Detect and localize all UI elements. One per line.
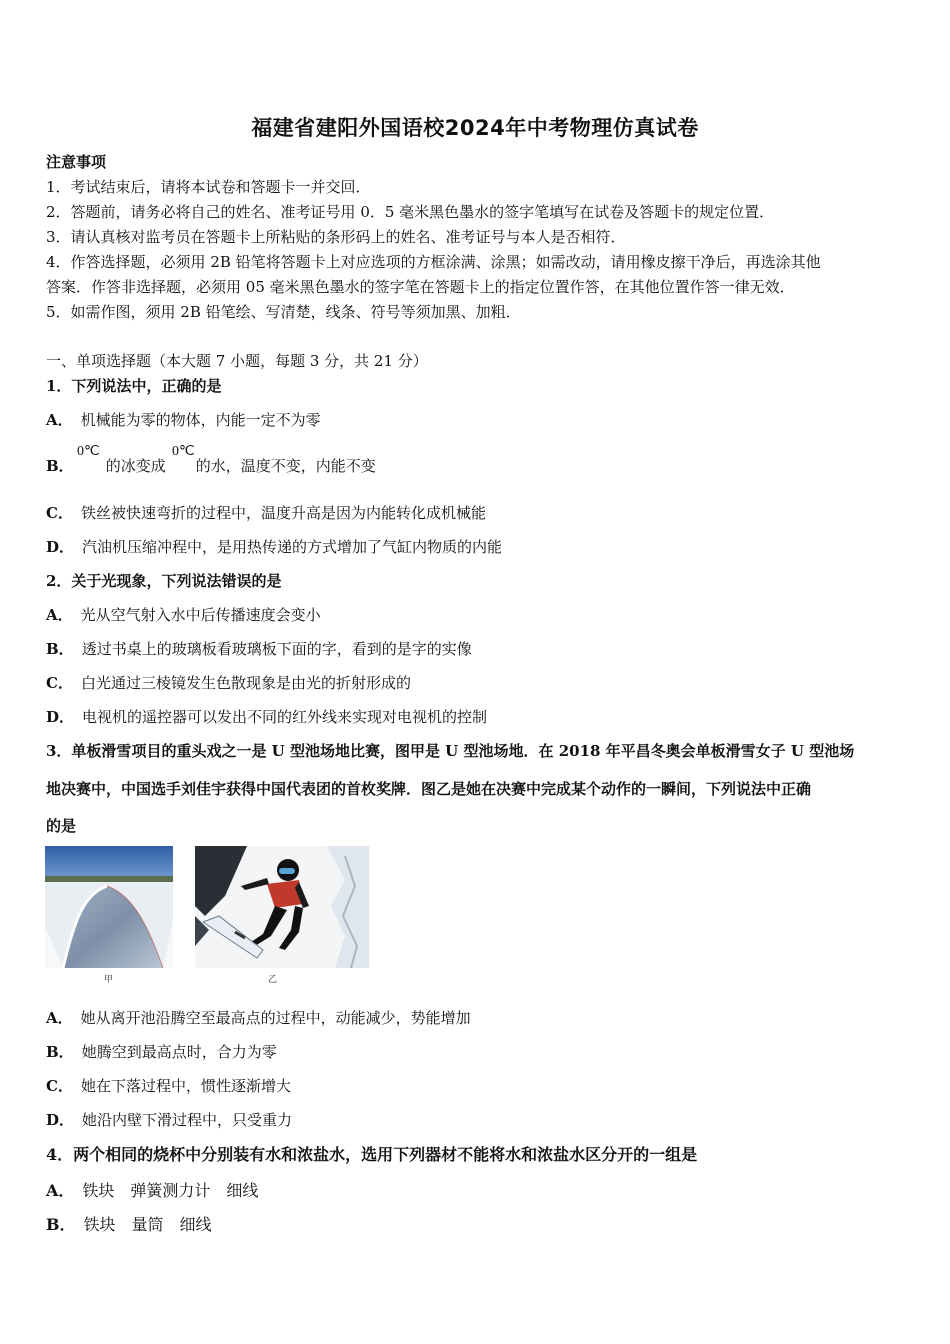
q1-option-a: A． 机械能为零的物体，内能一定不为零 [46, 411, 321, 429]
q4-option-a: A． 铁块 弹簧测力计 细线 [46, 1181, 259, 1200]
q1-stem: 1．下列说法中，正确的是 [46, 377, 222, 395]
q2-option-d: D． 电视机的遥控器可以发出不同的红外线来实现对电视机的控制 [46, 708, 488, 726]
notice-heading: 注意事项 [46, 153, 107, 171]
q3-option-a: A． 她从离开池沿腾空至最高点的过程中，动能减少，势能增加 [46, 1009, 471, 1027]
notice-item-1: 1．考试结束后，请将本试卷和答题卡一并交回． [46, 178, 371, 196]
q1-b-temp-2: 0℃ [172, 444, 195, 459]
q1-option-b: B． 的冰变成 的水，温度不变，内能不变 [46, 457, 376, 475]
q3-stem-line-2: 地决赛中，中国选手刘佳宇获得中国代表团的首枚奖牌．图乙是她在决赛中完成某个动作的一瞬间，下列说法中正确 [46, 780, 812, 798]
q3-option-b: B． 她腾空到最高点时，合力为零 [46, 1043, 277, 1061]
figure-caption-yi: 乙 [268, 975, 278, 985]
notice-item-4-cont: 答案．作答非选择题，必须用 05 毫米黑色墨水的签字笔在答题卡上的指定位置作答，在其他位置作答一律无效． [46, 278, 795, 296]
notice-item-2: 2．答题前，请务必将自己的姓名、准考证号用 0．5 毫米黑色墨水的签字笔填写在试卷及答题卡的规定位置． [46, 203, 775, 221]
q3-option-c: C． 她在下落过程中，惯性逐渐增大 [46, 1077, 291, 1095]
snowboarder-figure [195, 846, 369, 968]
q1-option-d: D． 汽油机压缩冲程中，是用热传递的方式增加了气缸内物质的内能 [46, 538, 503, 556]
q2-option-b: B． 透过书桌上的玻璃板看玻璃板下面的字，看到的是字的实像 [46, 640, 472, 658]
q4-option-b: B． 铁块 量筒 细线 [46, 1215, 212, 1234]
q2-option-a: A． 光从空气射入水中后传播速度会变小 [46, 606, 321, 624]
q1-option-c: C． 铁丝被快速弯折的过程中，温度升高是因为内能转化成机械能 [46, 504, 486, 522]
notice-item-4: 4．作答选择题，必须用 2B 铅笔将答题卡上对应选项的方框涂满、涂黑；如需改动，请用橡皮擦干净后，再选涂其他 [46, 253, 821, 271]
notice-item-5: 5．如需作图，须用 2B 铅笔绘、写清楚，线条、符号等须加黑、加粗． [46, 303, 521, 321]
halfpipe-figure [45, 846, 173, 968]
q2-stem: 2．关于光现象，下列说法错误的是 [46, 572, 282, 590]
q3-stem-line-3: 的是 [46, 817, 77, 835]
notice-item-3: 3．请认真核对监考员在答题卡上所粘贴的条形码上的姓名、准考证号与本人是否相符． [46, 228, 626, 246]
section-heading: 一、单项选择题（本大题 7 小题，每题 3 分，共 21 分） [46, 352, 428, 370]
q3-stem-line-1: 3．单板滑雪项目的重头戏之一是 U 型池场地比赛，图甲是 U 型池场地．在 2018 年平昌冬奥会单板滑雪女子 U 型池场 [46, 742, 855, 760]
page-title: 福建省建阳外国语校2024年中考物理仿真试卷 [251, 116, 699, 140]
q3-option-d: D． 她沿内壁下滑过程中，只受重力 [46, 1111, 293, 1129]
q2-option-c: C． 白光通过三棱镜发生色散现象是由光的折射形成的 [46, 674, 411, 692]
q4-stem: 4．两个相同的烧杯中分别装有水和浓盐水，选用下列器材不能将水和浓盐水区分开的一组是 [46, 1145, 698, 1164]
q1-b-temp-1: 0℃ [77, 444, 100, 459]
figure-caption-jia: 甲 [104, 975, 114, 985]
